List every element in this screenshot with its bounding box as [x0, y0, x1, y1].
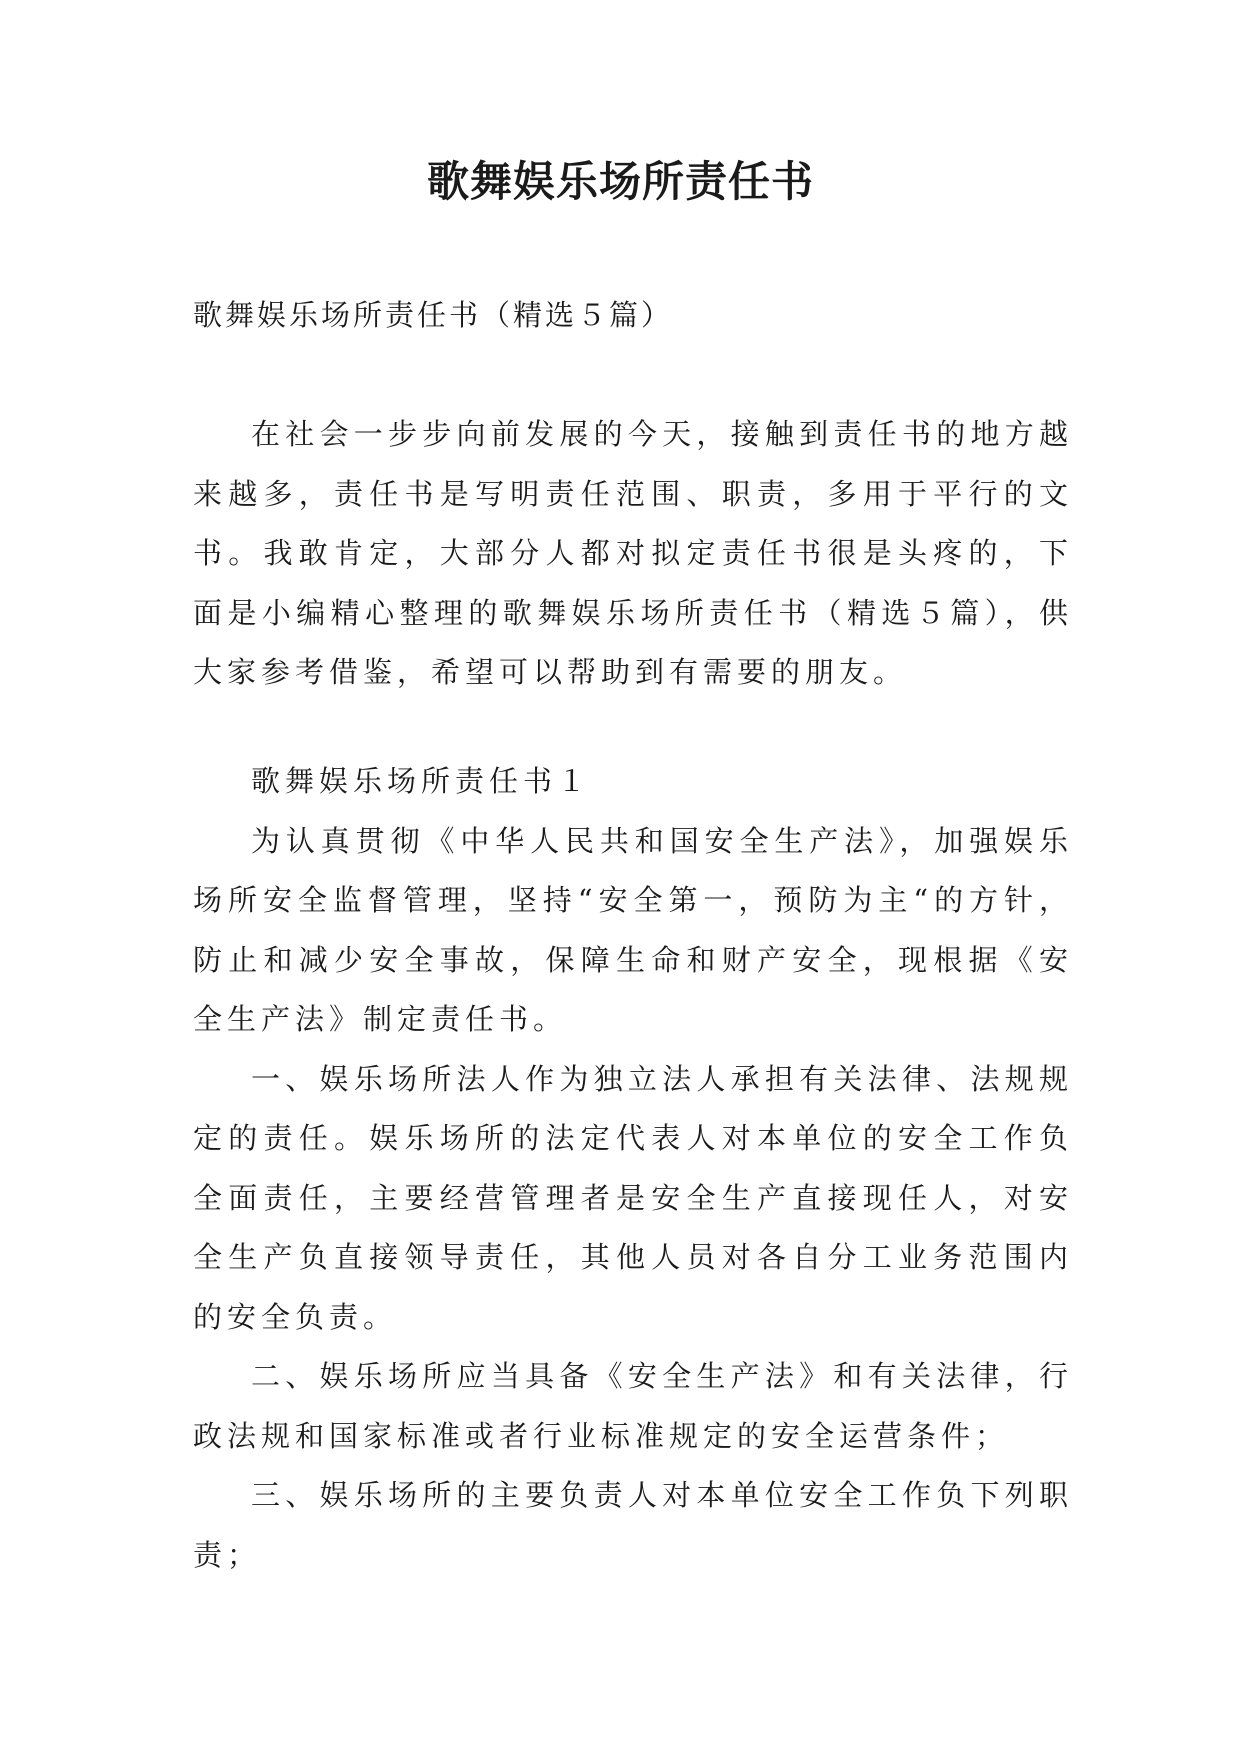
section-1-paragraph: 一、娱乐场所法人作为独立法人承担有关法律、法规规定的责任。娱乐场所的法定代表人对本单位的安全工作负全面责任，主要经营管理者是安全生产直接现任人，对安全生产负直接领导责任，其他人员对各自分工业务范围内的安全负责。	[193, 1061, 1073, 1334]
intro-section	[193, 405, 1073, 703]
section-1-heading: 歌舞娱乐场所责任书１	[251, 764, 592, 798]
document-subtitle: 歌舞娱乐场所责任书（精选５篇）	[193, 298, 674, 332]
section-1-paragraph: 为认真贯彻《中华人民共和国安全生产法》，加强娱乐场所安全监督管理，坚持“安全第一，预防为主“的方针，防止和减少安全事故，保障生命和财产安全，现根据《安全生产法》制定责任书。	[193, 823, 1073, 1036]
section-1	[193, 752, 1073, 1585]
section-1-paragraph: 二、娱乐场所应当具备《安全生产法》和有关法律，行政法规和国家标准或者行业标准规定的安全运营条件；	[193, 1359, 1073, 1453]
document-title: 歌舞娱乐场所责任书	[426, 157, 814, 206]
intro-paragraph: 在社会一步步向前发展的今天，接触到责任书的地方越来越多，责任书是写明责任范围、职责，多用于平行的文书。我敢肯定，大部分人都对拟定责任书很是头疼的，下面是小编精心整理的歌舞娱乐场所责任书（精选５篇），供大家参考借鉴，希望可以帮助到有需要的朋友。	[193, 417, 1073, 689]
section-1-paragraph: 三、娱乐场所的主要负责人对本单位安全工作负下列职责；	[193, 1478, 1073, 1572]
